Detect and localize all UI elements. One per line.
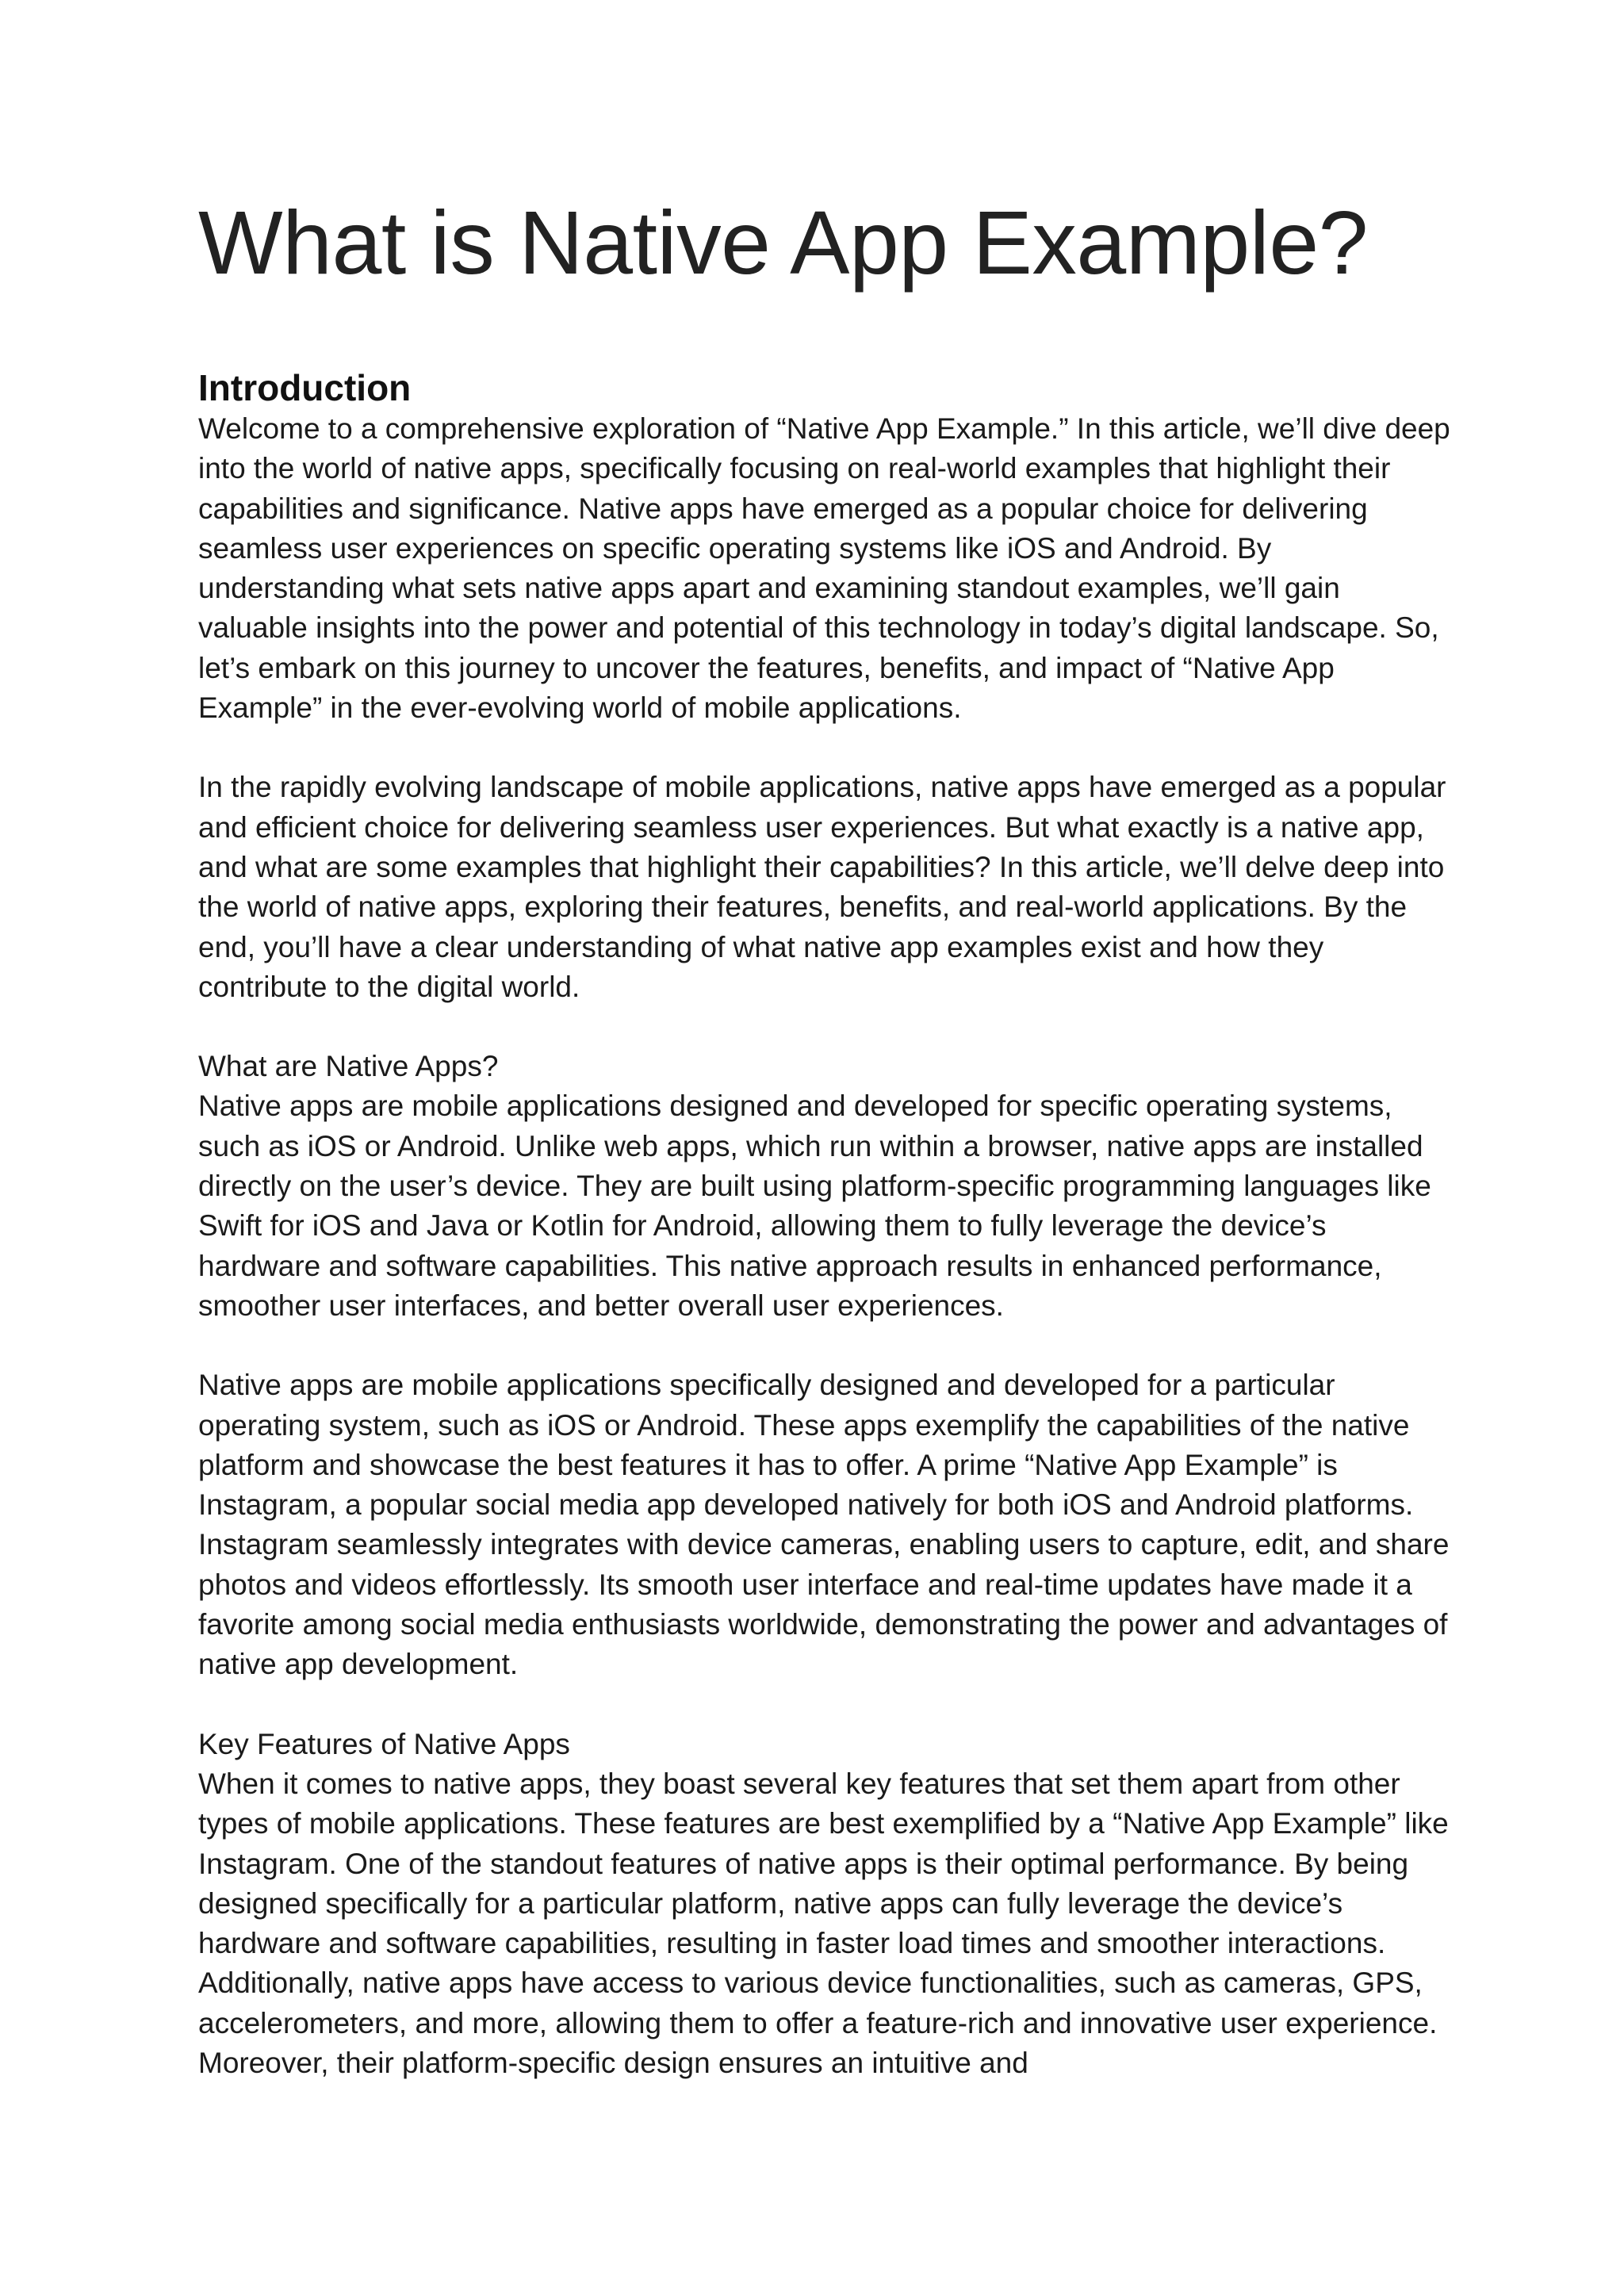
native-apps-paragraph-1: Native apps are mobile applications designed and developed for specific operating systems, such as iOS or Android. Unlike web apps, which run within a browser, native apps are installed directly on the user’s device. They are built using platform-specific programming languages like Swift for iOS and Java or Kotlin for Android, allowing them to fully leverage the device’s hardware and software capabilities. This native approach results in enhanced performance, smoother user interfaces, and better overall user experiences. [198, 1090, 1431, 1322]
key-features-paragraph-1: When it comes to native apps, they boast several key features that set them apart from other types of mobile applications. These features are best exemplified by a “Native App Example” like Instagram. One of the standout features of native apps is their optimal performance. By being designed specifically for a particular platform, native apps can fully leverage the device’s hardware and software capabilities, resulting in faster load times and smoother interactions. Additionally, native apps have access to various device functionalities, such as cameras, GPS, accelerometers, and more, allowing them to offer a feature-rich and innovative user experience. Moreover, their platform-specific design ensures an intuitive and [198, 1767, 1449, 2079]
key-features-subheading: Key Features of Native Apps [198, 1727, 570, 1760]
native-apps-paragraph-2: Native apps are mobile applications specifically designed and developed for a particular operating system, such as iOS or Android. These apps exemplify the capabilities of the native platform and showcase the best features it has to offer. A prime “Native App Example” is Instagram, a popular social media app developed natively for both iOS and Android platforms. Instagram seamlessly integrates with device cameras, enabling users to capture, edit, and share photos and videos effortlessly. Its smooth user interface and real-time updates have made it a favorite among social media enthusiasts worldwide, demonstrating the power and advantages of native app development. [198, 1369, 1450, 1681]
intro-paragraph-2: In the rapidly evolving landscape of mobile applications, native apps have emerged as a popular and efficient choice for delivering seamless user experiences. But what exactly is a native app, and what are some examples that highlight their capabilities? In this article, we’ll delve deep into the world of native apps, exploring their features, benefits, and real-world applications. By the end, you’ll have a clear understanding of what native app examples exist and how they contribute to the digital world. [198, 771, 1446, 1003]
page-title: What is Native App Example? [198, 193, 1369, 293]
introduction-heading: Introduction [198, 367, 412, 408]
intro-paragraph-1: Welcome to a comprehensive exploration of “Native App Example.” In this article, we’ll dive deep into the world of native apps, specifically focusing on real-world examples that highlight their capabilities and significance. Native apps have emerged as a popular choice for delivering seamless user experiences on specific operating systems like iOS and Android. By understanding what sets native apps apart and examining standout examples, we’ll gain valuable insights into the power and potential of this technology in today’s digital landscape. So, let’s embark on this journey to uncover the features, benefits, and impact of “Native App Example” in the ever-evolving world of mobile applications. [198, 412, 1450, 725]
document-page [198, 190, 1451, 2083]
native-apps-subheading: What are Native Apps? [198, 1050, 499, 1083]
